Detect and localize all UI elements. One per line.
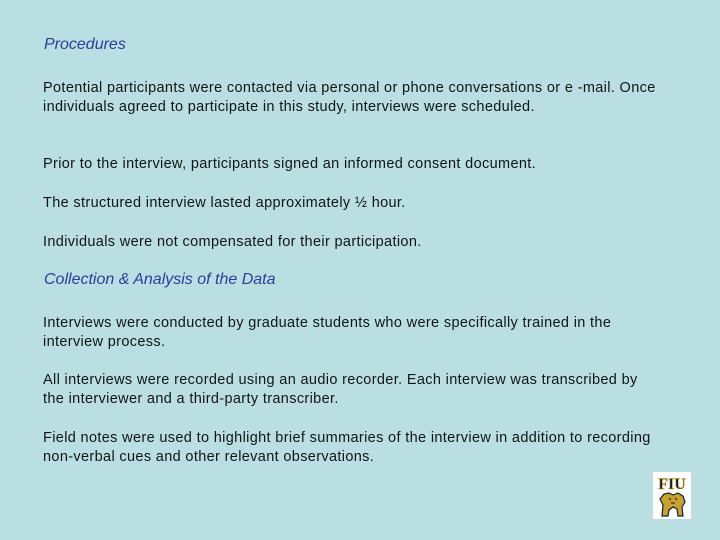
fiu-logo-graphic — [653, 472, 691, 519]
collection-paragraph-recording: All interviews were recorded using an audio recorder. Each interview was transcribed by the interviewer and a third-party transcriber. — [43, 372, 638, 407]
procedures-paragraph-duration: The structured interview lasted approximately ½ hour. — [43, 195, 406, 211]
procedures-heading: Procedures — [44, 36, 126, 53]
collection-paragraph-field-notes: Field notes were used to highlight brief summaries of the interview in addition to recording non-verbal cues and other relevant observations. — [43, 430, 651, 465]
fiu-logo-text: FIU — [658, 476, 686, 493]
collection-paragraph-interviews: Interviews were conducted by graduate students who were specifically trained in the interview process. — [43, 315, 612, 350]
procedures-paragraph-compensation: Individuals were not compensated for their participation. — [43, 234, 422, 250]
collection-analysis-heading: Collection & Analysis of the Data — [44, 271, 276, 288]
procedures-paragraph-contact: Potential participants were contacted via personal or phone conversations or e -mail. Once individuals agreed to participate in this study, interviews were scheduled. — [43, 80, 656, 115]
procedures-paragraph-consent: Prior to the interview, participants signed an informed consent document. — [43, 156, 537, 172]
fiu-logo — [653, 472, 691, 519]
